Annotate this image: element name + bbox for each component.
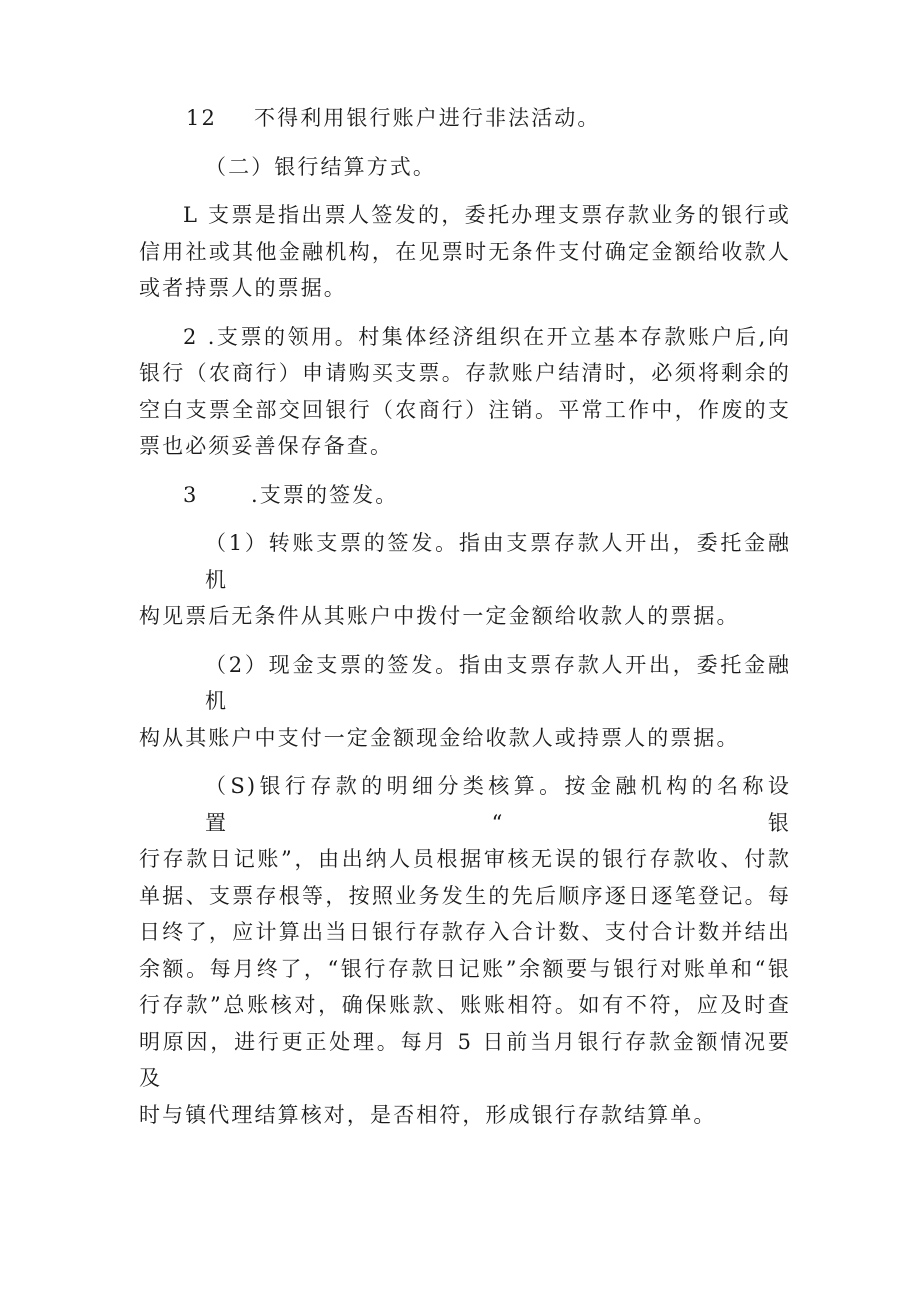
- text-line: 构从其账户中支付一定金额现金给收款人或持票人的票据。: [139, 725, 740, 750]
- section-heading-text: （二）银行结算方式。: [205, 154, 436, 179]
- text-line: 余额。每月终了，“银行存款日记账”余额要与银行对账单和“银: [139, 956, 791, 981]
- paragraph-cheque-definition: [139, 197, 791, 307]
- text-line: （1）转账支票的签发。指由支票存款人开出，委托金融机: [205, 531, 791, 592]
- text-line: 时与镇代理结算核对，是否相符，形成银行存款结算单。: [139, 1102, 717, 1127]
- section-heading-settlement-methods: [139, 149, 791, 186]
- text-line: 银行（农商行）申请购买支票。存款账户结清时，必须将剩余的: [139, 361, 791, 385]
- paragraph-cheque-acquisition: [139, 319, 791, 465]
- paragraph-number: 12: [186, 106, 217, 130]
- text-line: 行存款”总账核对，确保账款、账账相符。如有不符，应及时查: [139, 993, 791, 1017]
- text-line: 或者持票人的票据。: [139, 276, 347, 300]
- text-line: 构见票后无条件从其账户中拨付一定金额给收款人的票据。: [139, 604, 740, 628]
- text-line: 票也必须妥善保存备查。: [139, 434, 394, 458]
- text-line: （S)银行存款的明细分类核算。按金融机构的名称设置“银: [205, 774, 791, 835]
- text-line: 信用社或其他金融机构，在见票时无条件支付确定金额给收款人: [139, 239, 791, 264]
- paragraph-text: .支票的签发。: [251, 482, 399, 507]
- paragraph-rule-12: [139, 100, 791, 137]
- text-line: 行存款日记账”，由出纳人员根据审核无误的银行存款收、付款: [139, 847, 791, 871]
- text-line: L 支票是指出票人签发的，委托办理支票存款业务的银行或: [183, 203, 791, 227]
- text-line: 单据、支票存根等，按照业务发生的先后顺序逐日逐笔登记。每: [139, 883, 791, 908]
- paragraph-deposit-ledger: [139, 768, 791, 1133]
- text-line: 2 .支票的领用。村集体经济组织在开立基本存款账户后,向: [183, 324, 791, 349]
- text-line: 日终了，应计算出当日银行存款存入合计数、支付合计数并结出: [139, 920, 791, 944]
- paragraph-number: 3: [183, 482, 199, 507]
- text-line: 空白支票全部交回银行（农商行）注销。平常工作中，作废的支: [139, 397, 791, 422]
- text-line: （2）现金支票的签发。指由支票存款人开出，委托金融机: [205, 652, 791, 713]
- text-line: 明原因，进行更正处理。每月 5 日前当月银行存款金额情况要及: [139, 1029, 791, 1090]
- paragraph-cash-cheque: [139, 647, 791, 757]
- paragraph-cheque-issuance-heading: [139, 477, 791, 514]
- document-body: [139, 100, 791, 1133]
- paragraph-text: 不得利用银行账户进行非法活动。: [254, 106, 601, 130]
- paragraph-transfer-cheque: [139, 525, 791, 635]
